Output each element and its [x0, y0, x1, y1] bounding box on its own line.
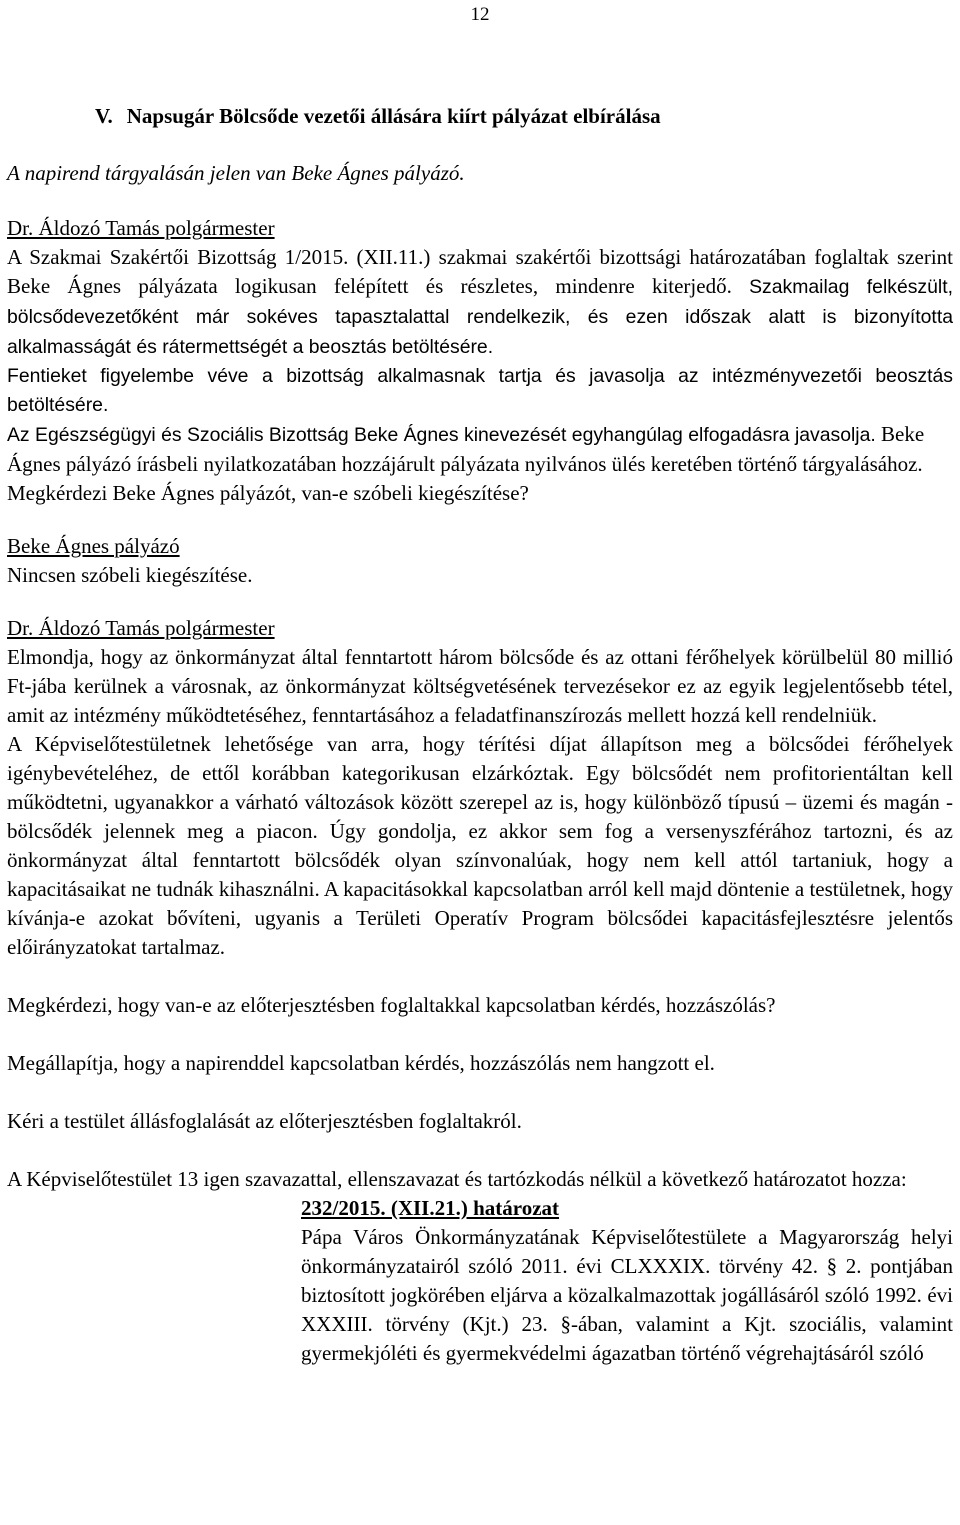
document-body — [7, 102, 953, 1368]
resolution-text: Pápa Város Önkormányzatának Képviselőtestülete a Magyarország helyi önkormányzatairól szóló 2011. évi CLXXXIX. törvény 42. § 2. pontjában biztosított jogkörében eljárva a közalkalmazottak jogállásáról szóló 1992. évi XXXIII. törvény (Kjt.) 23. §-ában, valamint a Kjt. szociális, valamint gyermekjóléti és gyermekvédelmi ágazatban történő végrehajtásáról szóló — [301, 1225, 953, 1365]
consent-text: Beke Ágnes pályázó írásbeli nyilatkozatában hozzájárult pályázata nyilvános ülés keretében történő tárgyalásához. — [7, 422, 925, 476]
speaker-mayor-2: Dr. Áldozó Tamás polgármester — [7, 616, 275, 640]
health-committee-paragraph: Az Egészségügyi és Szociális Bizottság Beke Ágnes kinevezését egyhangúlag elfogadásra javasolja. — [7, 424, 876, 446]
question-paragraph: Megkérdezi Beke Ágnes pályázót, van-e szóbeli kiegészítése? — [7, 481, 529, 505]
committee-text-sans: Szakmailag felkészült, bölcsődevezetőként már sokéves tapasztalattal rendelkezik, és ezen időszak alatt is bizonyította alkalmasságát és rátermettségét a beosztás betöltésére. — [7, 276, 953, 358]
recommendation-paragraph: Fentieket figyelembe véve a bizottság alkalmasnak tartja és javasolja az intézményvezetői beosztás betöltésére. — [7, 365, 953, 416]
committee-paragraph — [7, 243, 953, 362]
question-paragraph-2: Megkérdezi, hogy van-e az előterjesztésben foglaltakkal kapcsolatban kérdés, hozzászólás? — [7, 993, 776, 1017]
section-heading — [7, 102, 953, 131]
attendance-note: A napirend tárgyalásán jelen van Beke Ágnes pályázó. — [7, 161, 465, 185]
heading-number: V. — [95, 104, 113, 128]
finding-paragraph: Megállapítja, hogy a napirenddel kapcsolatban kérdés, hozzászólás nem hangzott el. — [7, 1051, 715, 1075]
resolution-block — [301, 1194, 953, 1368]
applicant-response: Nincsen szóbeli kiegészítése. — [7, 563, 253, 587]
speaker-mayor-1: Dr. Áldozó Tamás polgármester — [7, 216, 275, 240]
committee-text: A Szakmai Szakértői Bizottság 1/2015. (XII.11.) szakmai szakértői bizottsági határozatában foglaltak szerint Beke Ágnes pályázata logikusan felépített és részletes, mindenre kiterjedő. — [7, 245, 953, 298]
request-paragraph: Kéri a testület állásfoglalását az előterjesztésben foglaltakról. — [7, 1109, 522, 1133]
vote-paragraph: A Képviselőtestület 13 igen szavazattal, ellenszavazat és tartózkodás nélkül a következő határozatot hozza: — [7, 1167, 907, 1191]
heading-title: Napsugár Bölcsőde vezetői állására kiírt pályázat elbírálása — [126, 104, 661, 128]
page-number: 12 — [470, 4, 490, 25]
statement-paragraph-2: A Képviselőtestületnek lehetősége van arra, hogy térítési díjat állapítson meg a bölcsődei férőhelyek igénybevételéhez, de ettől korábban kategorikusan elzárkóztak. Egy bölcsődét nem profitorientáltan kell működtetni, ugyanakkor a várható változások között szerepel az is, hogy különböző típusú – üzemi és magán - bölcsődék jelennek meg a piacon. Úgy gondolja, ez akkor sem fog a versenyszférához tartozni, és az önkormányzat által fenntartott bölcsődék olyan színvonalúak, hogy nem kell attól tartaniuk, hogy a kapacitásaikat ne tudnák kihasználni. A kapacitásokkal kapcsolatban arról kell majd döntenie a testületnek, hogy kívánja-e azokat bővíteni, ugyanis a Területi Operatív Program bölcsődei kapacitásfejlesztésre jelentős előirányzatokat tartalmaz. — [7, 732, 953, 959]
statement-paragraph-1: Elmondja, hogy az önkormányzat által fenntartott három bölcsőde és az ottani férőhelyek körülbelül 80 millió Ft-jába kerülnek a városnak, az önkormányzat költségvetésének tervezésekor ez az egyik legjelentősebb tétel, amit az intézmény működtetéséhez, fenntartásához a feladatfinanszírozás mellett hozzá kell rendelniük. — [7, 645, 953, 727]
speaker-applicant: Beke Ágnes pályázó — [7, 534, 180, 558]
resolution-title: 232/2015. (XII.21.) határozat — [301, 1196, 560, 1220]
